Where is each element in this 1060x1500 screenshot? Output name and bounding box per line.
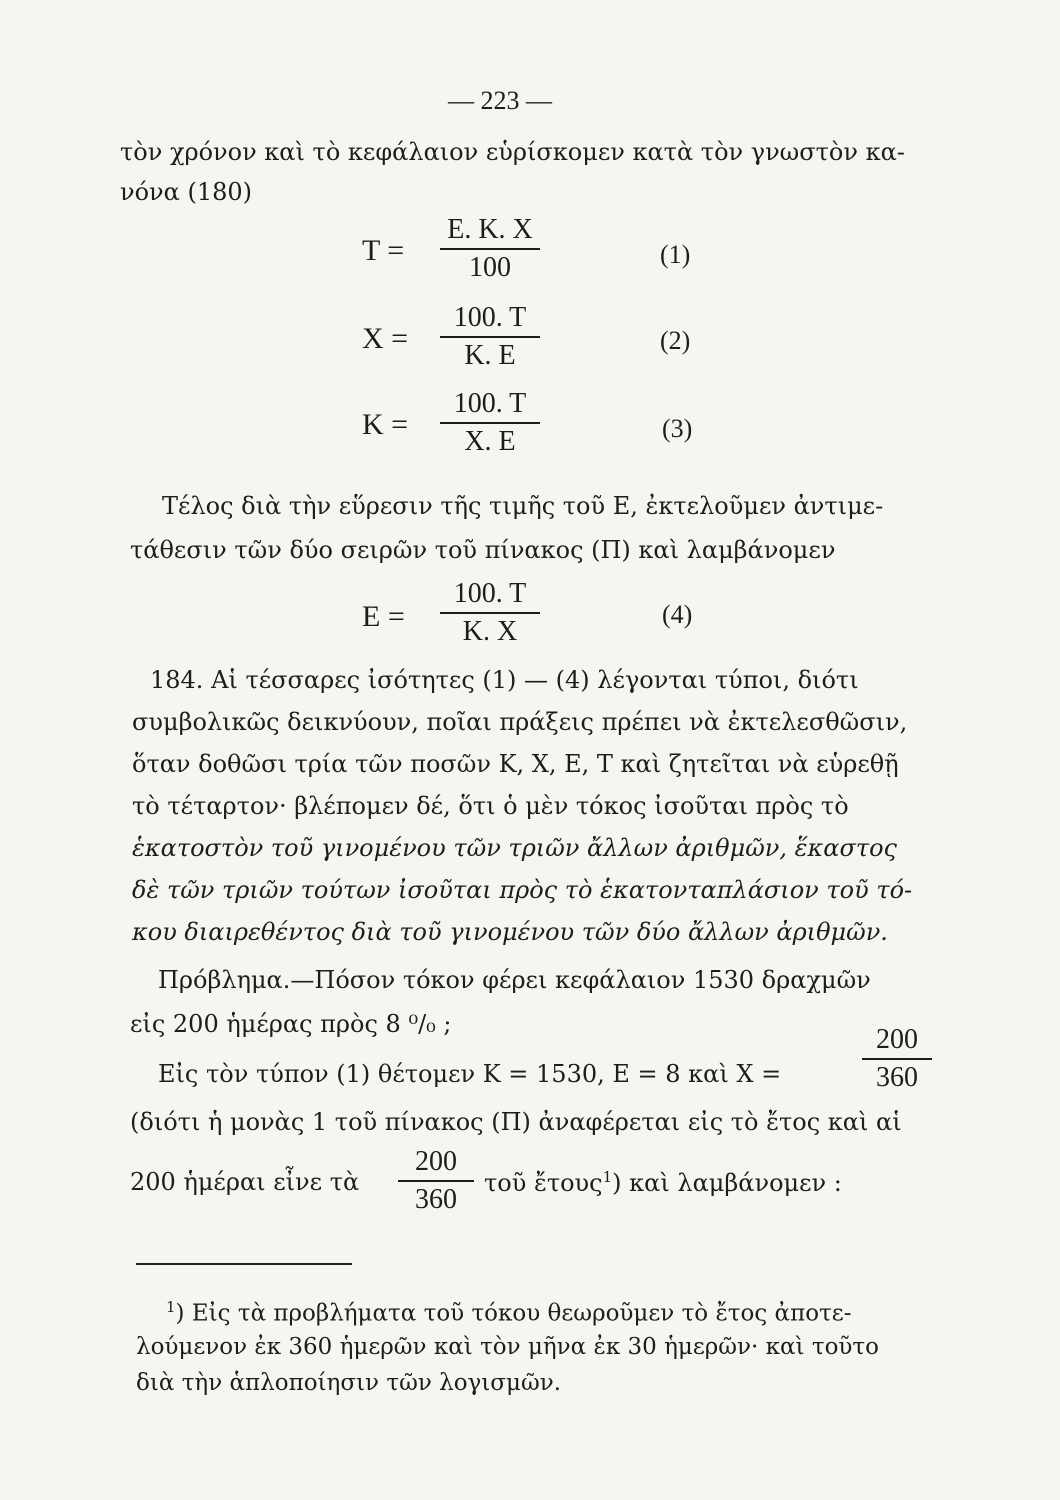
problem-fraction-1-denominator: 360: [876, 1062, 918, 1093]
footnote-line-1: $^1$) Εἰς τὰ προβλήματα τοῦ τόκου θεωροῦμεν τὸ ἔτος ἀποτε-: [166, 1298, 852, 1327]
telos-line-2: τάθεσιν τῶν δύο σειρῶν τοῦ πίνακος (Π) καὶ λαμβάνομεν: [130, 536, 836, 564]
fraction-bar: [398, 1180, 474, 1182]
formula-2-tag: (2): [660, 326, 691, 355]
fraction-bar: [440, 248, 540, 250]
formula-3-lhs: K =: [362, 408, 409, 441]
fraction-bar: [862, 1058, 932, 1060]
footnote-separator: [136, 1263, 352, 1265]
telos-line-1-text: Τέλος διὰ τὴν εὕρεσιν τῆς τιμῆς τοῦ E, ἐκτελοῦμεν ἀντιμε-: [162, 492, 884, 520]
formula-3-denominator: X. E: [464, 426, 516, 457]
formula-2-numerator: 100. T: [453, 302, 527, 333]
formula-1-lhs: T =: [362, 234, 405, 267]
problem-line-5a: 200 ἡμέραι εἶνε τὰ: [130, 1168, 360, 1196]
footnote-line-3: διὰ τὴν ἁπλοποίησιν τῶν λογισμῶν.: [136, 1370, 562, 1396]
formula-4-denominator: K. X: [462, 616, 518, 647]
formula-3-tag: (3): [662, 414, 693, 443]
section-184-line-5: ἑκατοστὸν τοῦ γινομένου τῶν τριῶν ἄλλων ἀριθμῶν, ἕκαστος: [132, 834, 897, 862]
footnote-ref: 1: [602, 1168, 613, 1186]
section-184-line-7: κου διαιρεθέντος διὰ τοῦ γινομένου τῶν δύο ἄλλων ἀριθμῶν.: [132, 918, 888, 946]
formula-4-tag: (4): [662, 600, 693, 629]
intro-line-2: νόνα (180): [120, 178, 252, 206]
problem-fraction-2-denominator: 360: [415, 1184, 457, 1215]
fraction-bar: [440, 422, 540, 424]
formula-2-fraction: [440, 302, 540, 372]
problem-line-1: Πρόβλημα.—Πόσον τόκον φέρει κεφάλαιον 1530 δραχμῶν: [158, 966, 871, 994]
footnote-line-1-text: Εἰς τὰ προβλήματα τοῦ τόκου θεωροῦμεν τὸ ἔτος ἀποτε-: [191, 1300, 852, 1327]
problem-line-3: Εἰς τὸν τύπον (1) θέτομεν K = 1530, E = 8 καὶ X =: [158, 1060, 782, 1088]
problem-line-2: εἰς 200 ἡμέρας πρὸς 8 ⁰/₀ ;: [130, 1010, 452, 1038]
problem-line-5b: [484, 1168, 842, 1197]
problem-line-4: (διότι ἡ μονὰς 1 τοῦ πίνακος (Π) ἀναφέρεται εἰς τὸ ἔτος καὶ αἱ: [130, 1108, 902, 1136]
problem-fraction-1-numerator: 200: [876, 1024, 918, 1055]
formula-1-denominator: 100: [469, 252, 511, 283]
formula-2-lhs: X =: [362, 322, 409, 355]
formula-1-fraction: [440, 214, 540, 284]
problem-line-5c-text: ) καὶ λαμβάνομεν :: [612, 1169, 842, 1197]
formula-2-denominator: K. E: [464, 340, 516, 371]
fraction-bar: [440, 612, 540, 614]
section-184-line-6: δὲ τῶν τριῶν τούτων ἰσοῦται πρὸς τὸ ἑκατονταπλάσιον τοῦ τό-: [132, 876, 913, 904]
section-184-line-3: ὅταν δοθῶσι τρία τῶν ποσῶν K, X, E, T καὶ ζητεῖται νὰ εὑρεθῇ: [132, 750, 899, 778]
telos-line-1: [130, 492, 934, 520]
section-184-line-1: 184. Αἱ τέσσαρες ἰσότητες (1) — (4) λέγονται τύποι, διότι: [150, 666, 859, 694]
formula-4-fraction: [440, 578, 540, 648]
problem-fraction-1: [862, 1024, 932, 1094]
fraction-bar: [440, 336, 540, 338]
formula-3-numerator: 100. T: [453, 388, 527, 419]
problem-line-5b-text: τοῦ ἔτους: [484, 1169, 603, 1197]
formula-1-tag: (1): [660, 240, 691, 269]
formula-1-numerator: E. K. X: [447, 214, 533, 245]
section-184-line-4: τὸ τέταρτον· βλέπομεν δέ, ὅτι ὁ μὲν τόκος ἰσοῦται πρὸς τὸ: [132, 792, 849, 820]
formula-4-numerator: 100. T: [453, 578, 527, 609]
problem-fraction-2: [398, 1146, 474, 1216]
section-184-line-2: συμβολικῶς δεικνύουν, ποῖαι πράξεις πρέπει νὰ ἐκτελεσθῶσιν,: [132, 708, 908, 736]
formula-4-lhs: E =: [362, 600, 405, 633]
page-number: — 223 —: [448, 86, 552, 115]
footnote-marker: 1: [166, 1298, 176, 1316]
problem-fraction-2-numerator: 200: [415, 1146, 457, 1177]
formula-3-fraction: [440, 388, 540, 458]
footnote-line-2: λούμενον ἐκ 360 ἡμερῶν καὶ τὸν μῆνα ἐκ 30 ἡμερῶν· καὶ τοῦτο: [136, 1334, 879, 1360]
intro-line-1: τὸν χρόνον καὶ τὸ κεφάλαιον εὑρίσκομεν κατὰ τὸν γνωστὸν κα-: [120, 138, 905, 166]
